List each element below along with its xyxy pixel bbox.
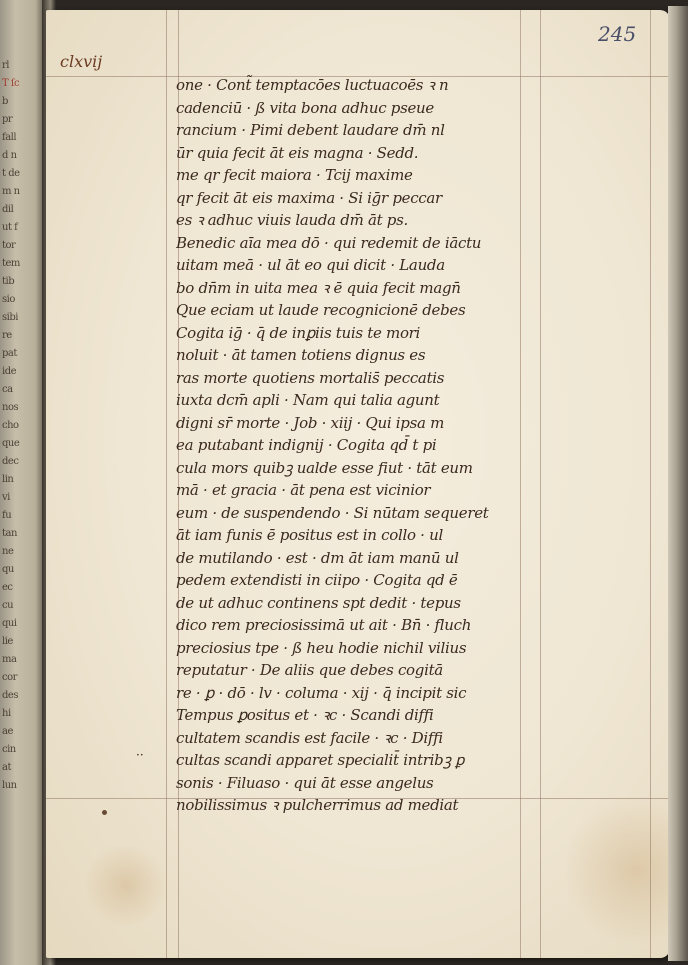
facing-page-fragment: fall <box>2 132 17 143</box>
facing-page-fragment: tan <box>2 528 17 539</box>
text-line: bo dn̄m in uita mea ꝛ ē quia fecit magn̄ <box>176 278 461 297</box>
text-line: Benedic aīa mea dō · qui redemit de iāctu <box>176 233 482 252</box>
text-line: reputatur · De aliis que debes cogitā <box>176 661 443 679</box>
facing-page-fragment: t de <box>2 168 20 179</box>
facing-page-fragment: vi <box>2 492 10 503</box>
text-line: ūr quia fecit āt eis magna · Sedd. <box>176 143 419 162</box>
folio-number: 245 <box>598 22 637 46</box>
text-line: cultas scandi apparet specialit̄ intribꝫ ꝑ <box>176 751 465 769</box>
facing-page-fragment: dil <box>2 204 14 215</box>
text-line: rancium · Pimi debent laudare dm̄ nl <box>176 121 445 139</box>
facing-page-fragment: at <box>2 762 11 773</box>
facing-page-fragment: b <box>2 96 8 107</box>
margin-mark: ·· <box>136 748 144 762</box>
facing-page-fragment: hi <box>2 708 11 719</box>
text-line: āt iam funis ē positus est in collo · ul <box>176 526 443 544</box>
facing-page-text <box>2 60 40 798</box>
text-line: Cogita iḡ · q̄ de inꝑiis tuis te mori <box>176 323 421 342</box>
quire-signature: clxvij <box>60 52 103 71</box>
text-line: me qr fecit maiora · Tcij maxime <box>176 166 413 184</box>
foxing-stain <box>86 840 166 930</box>
facing-page-fragment: qu <box>2 564 14 575</box>
text-line: pedem extendisti in ciipo · Cogita qd ē <box>176 571 458 589</box>
page-fore-edge <box>668 6 688 961</box>
facing-page-left <box>0 0 44 965</box>
ink-spot <box>102 810 107 815</box>
text-line: sonis · Filuaso · qui āt esse angelus <box>176 773 434 792</box>
facing-page-fragment: lin <box>2 474 14 485</box>
text-line: digni sr̄ morte · Job · xiij · Qui ipsa m <box>176 413 445 432</box>
facing-page-fragment: d̄ n <box>2 150 17 161</box>
facing-page-fragment: dec <box>2 456 19 467</box>
ruling-line-left-inner <box>166 10 167 958</box>
facing-page-fragment: nos <box>2 402 19 413</box>
text-line: qr fecit āt eis maxima · Si iḡr peccar <box>176 188 442 207</box>
facing-page-fragment: re <box>2 330 12 341</box>
text-line: uitam meā · ul āt eo qui dicit · Lauda <box>176 256 445 274</box>
text-line: iuxta dcm̄ apli · Nam qui talia agunt <box>176 391 440 409</box>
text-line: preciosius tpe · ß heu hodie nichil vilius <box>176 638 467 657</box>
facing-page-fragment: cor <box>2 672 17 683</box>
facing-page-fragment: sibi <box>2 312 18 323</box>
facing-page-fragment: cho <box>2 420 19 431</box>
facing-page-fragment: lun <box>2 780 17 791</box>
main-text-column <box>176 74 544 817</box>
text-line: cultatem scandis est facile · ꝛc · Diffi <box>176 728 443 747</box>
text-line: one · Cont̃ temptacōes luctuacoēs ꝛ n <box>176 76 449 94</box>
facing-page-fragment: tor <box>2 240 16 251</box>
facing-page-fragment: ne <box>2 546 14 557</box>
text-line: nobilissimus ꝛ pulcherrimus ad mediat <box>176 796 459 814</box>
facing-page-fragment: rl̄ <box>2 60 9 71</box>
facing-page-fragment: lie <box>2 636 13 647</box>
facing-page-fragment: pat <box>2 348 17 359</box>
text-line: mā · et gracia · āt pena est vicinior <box>176 481 431 499</box>
ruling-line-margin <box>650 10 651 958</box>
text-line: cadenciū · ß vita bona adhuc pseue <box>176 98 434 117</box>
facing-page-fragment: cin <box>2 744 16 755</box>
text-line: re · ꝑ · dō · lv · columa · xij · q̄ incipit sic <box>176 683 467 702</box>
facing-page-fragment: qui <box>2 618 17 629</box>
facing-page-fragment: des <box>2 690 18 701</box>
facing-page-fragment: ca <box>2 384 13 395</box>
facing-page-fragment: fu <box>2 510 12 521</box>
facing-page-fragment: pr <box>2 114 13 125</box>
facing-page-fragment: tem <box>2 258 20 269</box>
text-line: dico rem preciosissimā ut ait · Bn̄ · fluch <box>176 616 472 634</box>
facing-page-fragment: sio <box>2 294 15 305</box>
text-line: ea putabant indignij · Cogita qd̄ t pi <box>176 436 437 454</box>
facing-page-fragment: ma <box>2 654 17 665</box>
facing-page-fragment: ut f <box>2 222 18 233</box>
text-line: de ut adhuc continens spt dedit · tepus <box>176 593 461 612</box>
facing-page-fragment: T ſc <box>2 78 20 89</box>
facing-page-fragment: cu <box>2 600 14 611</box>
facing-page-fragment: ec <box>2 582 13 593</box>
facing-page-fragment: m n <box>2 186 20 197</box>
text-line: de mutilando · est · dm āt iam manū ul <box>176 548 459 567</box>
facing-page-fragment: ide <box>2 366 17 377</box>
text-line: noluit · āt tamen totiens dignus es <box>176 346 426 364</box>
facing-page-fragment: ae <box>2 726 13 737</box>
text-line: Tempus ꝑositus et · ꝛc · Scandi diffi <box>176 706 434 724</box>
text-line: Que eciam ut laude recognicionē debes <box>176 301 466 319</box>
facing-page-fragment: que <box>2 438 20 449</box>
text-line: cula mors quibꝫ ualde esse fiut · tāt eum <box>176 458 473 477</box>
text-line: ras morte quotiens mortalis̄ peccatis <box>176 368 445 387</box>
facing-page-fragment: tib <box>2 276 15 287</box>
text-line: eum · de suspendendo · Si nūtam sequeret <box>176 503 489 522</box>
text-line: es ꝛ adhuc viuis lauda dm̄ āt ps. <box>176 211 408 229</box>
